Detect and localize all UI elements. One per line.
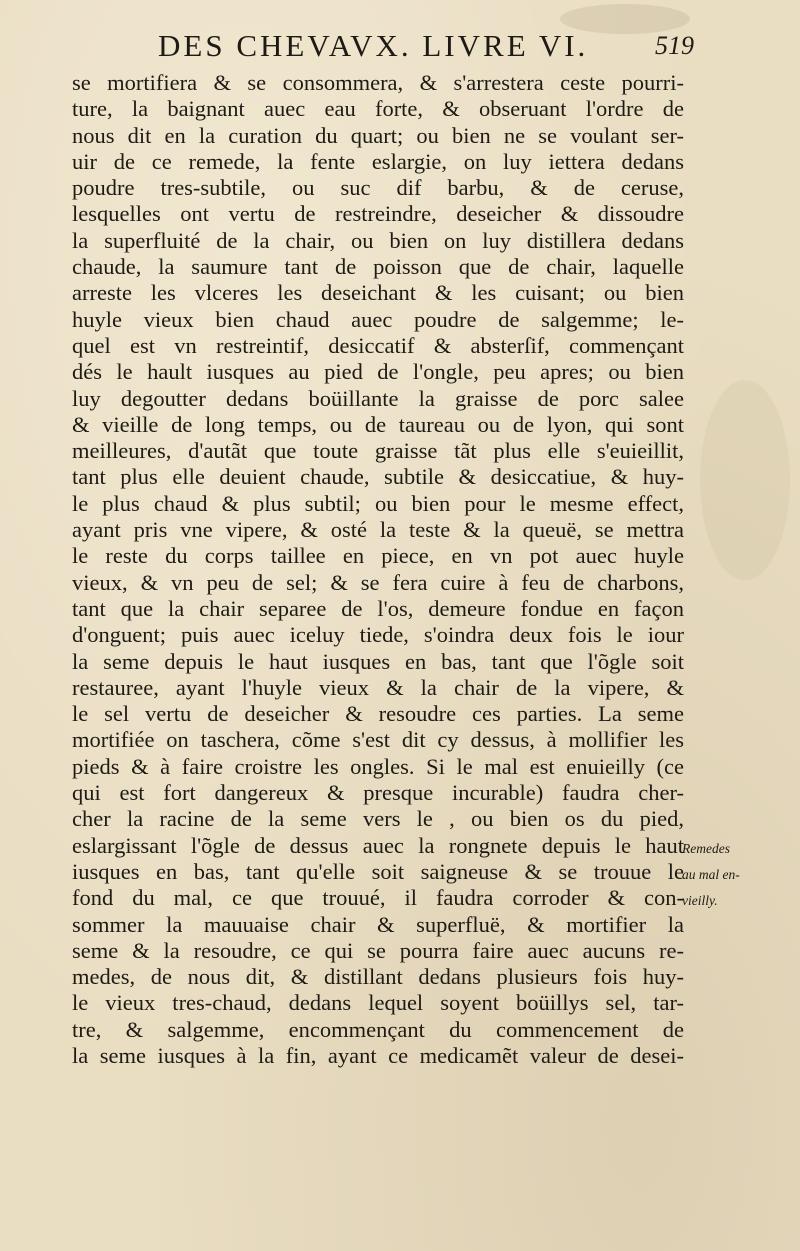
text-line: meilleures, d'autãt que toute graisse tãt plus elle s'euieillit,	[72, 438, 684, 464]
marginal-note-line: Remedes	[682, 841, 730, 856]
text-line: la superfluité de la chair, ou bien on luy distillera dedans	[72, 227, 684, 253]
text-line: poudre tres-subtile, ou suc dif barbu, & de ceruse,	[72, 175, 684, 201]
text-line: luy degoutter dedans boüillante la graisse de porc salee	[72, 385, 684, 411]
text-line: se mortifiera & se consommera, & s'arrestera ceste pourri-	[72, 70, 684, 95]
text-line: le vieux tres-chaud, dedans lequel soyent boüillys sel, tar-	[72, 990, 684, 1016]
text-line: nous dit en la curation du quart; ou bien ne se voulant ser-	[72, 122, 684, 148]
running-head-title: DES CHEVAVX. LIVRE VI.	[158, 28, 589, 63]
text-line: iusques en bas, tant qu'elle soit saigneuse & se trouue le	[72, 858, 684, 884]
text-line: le reste du corps taillee en piece, en vn pot auec huyle	[72, 543, 684, 569]
text-line: pieds & à faire croistre les ongles. Si le mal est enuieilly (ce	[72, 753, 684, 779]
text-line: mortifiée on taschera, cõme s'est dit cy dessus, à mollifier les	[72, 727, 684, 753]
text-line: tant plus elle deuient chaude, subtile & desiccatiue, & huy-	[72, 464, 684, 490]
text-line: restauree, ayant l'huyle vieux & la chair de la vipere, &	[72, 674, 684, 700]
text-line: chaude, la saumure tant de poisson que de chair, laquelle	[72, 254, 684, 280]
body-text	[72, 70, 684, 1180]
text-line: medes, de nous dit, & distillant dedans plusieurs fois huy-	[72, 964, 684, 990]
text-line: la seme iusques à la fin, ayant ce medicamẽt valeur de desei-	[72, 1042, 684, 1068]
text-line: tant que la chair separee de l'os, demeure fondue en façon	[72, 595, 684, 621]
marginal-note	[682, 836, 794, 914]
text-line: lesquelles ont vertu de restreindre, deseicher & dissoudre	[72, 201, 684, 227]
text-line: huyle vieux bien chaud auec poudre de salgemme; le-	[72, 306, 684, 332]
text-line: d'onguent; puis auec iceluy tiede, s'oindra deux fois le iour	[72, 622, 684, 648]
text-line: cher la racine de la seme vers le , ou bien os du pied,	[72, 806, 684, 832]
text-line: quel est vn restreintif, desiccatif & absterſif, commençant	[72, 332, 684, 358]
text-line: qui est fort dangereux & presque incurable) faudra cher-	[72, 780, 684, 806]
marginal-note-line: vieilly.	[682, 893, 718, 908]
text-line: vieux, & vn peu de sel; & se fera cuire à feu de charbons,	[72, 569, 684, 595]
text-line: seme & la resoudre, ce qui se pourra faire auec aucuns re-	[72, 937, 684, 963]
running-head	[158, 26, 698, 66]
text-line: dés le hault iusques au pied de l'ongle, peu apres; ou bien	[72, 359, 684, 385]
text-line: sommer la mauuaise chair & superfluë, & mortifier la	[72, 911, 684, 937]
text-line: le plus chaud & plus subtil; ou bien pour le mesme effect,	[72, 490, 684, 516]
text-line: ture, la baignant auec eau forte, & obseruant l'ordre de	[72, 96, 684, 122]
text-line: arreste les vlceres les deseichant & les cuisant; ou bien	[72, 280, 684, 306]
text-line: fond du mal, ce que trouué, il faudra corroder & con-	[72, 885, 684, 911]
text-line: ayant pris vne vipere, & osté la teste & la queuë, se mettra	[72, 517, 684, 543]
paper-stain	[700, 380, 790, 580]
text-line: eslargissant l'õgle de dessus auec la rongnete depuis le haut	[72, 832, 684, 858]
marginal-note-line: au mal en-	[682, 867, 740, 882]
text-line: la seme depuis le haut iusques en bas, tant que l'õgle soit	[72, 648, 684, 674]
page-number: 519	[655, 31, 694, 60]
text-line: tre, & salgemme, encommençant du commencement de	[72, 1016, 684, 1042]
text-line: & vieille de long temps, ou de taureau ou de lyon, qui sont	[72, 411, 684, 437]
text-line: le sel vertu de deseicher & resoudre ces parties. La seme	[72, 701, 684, 727]
text-line: uir de ce remede, la fente eslargie, on luy iettera dedans	[72, 148, 684, 174]
